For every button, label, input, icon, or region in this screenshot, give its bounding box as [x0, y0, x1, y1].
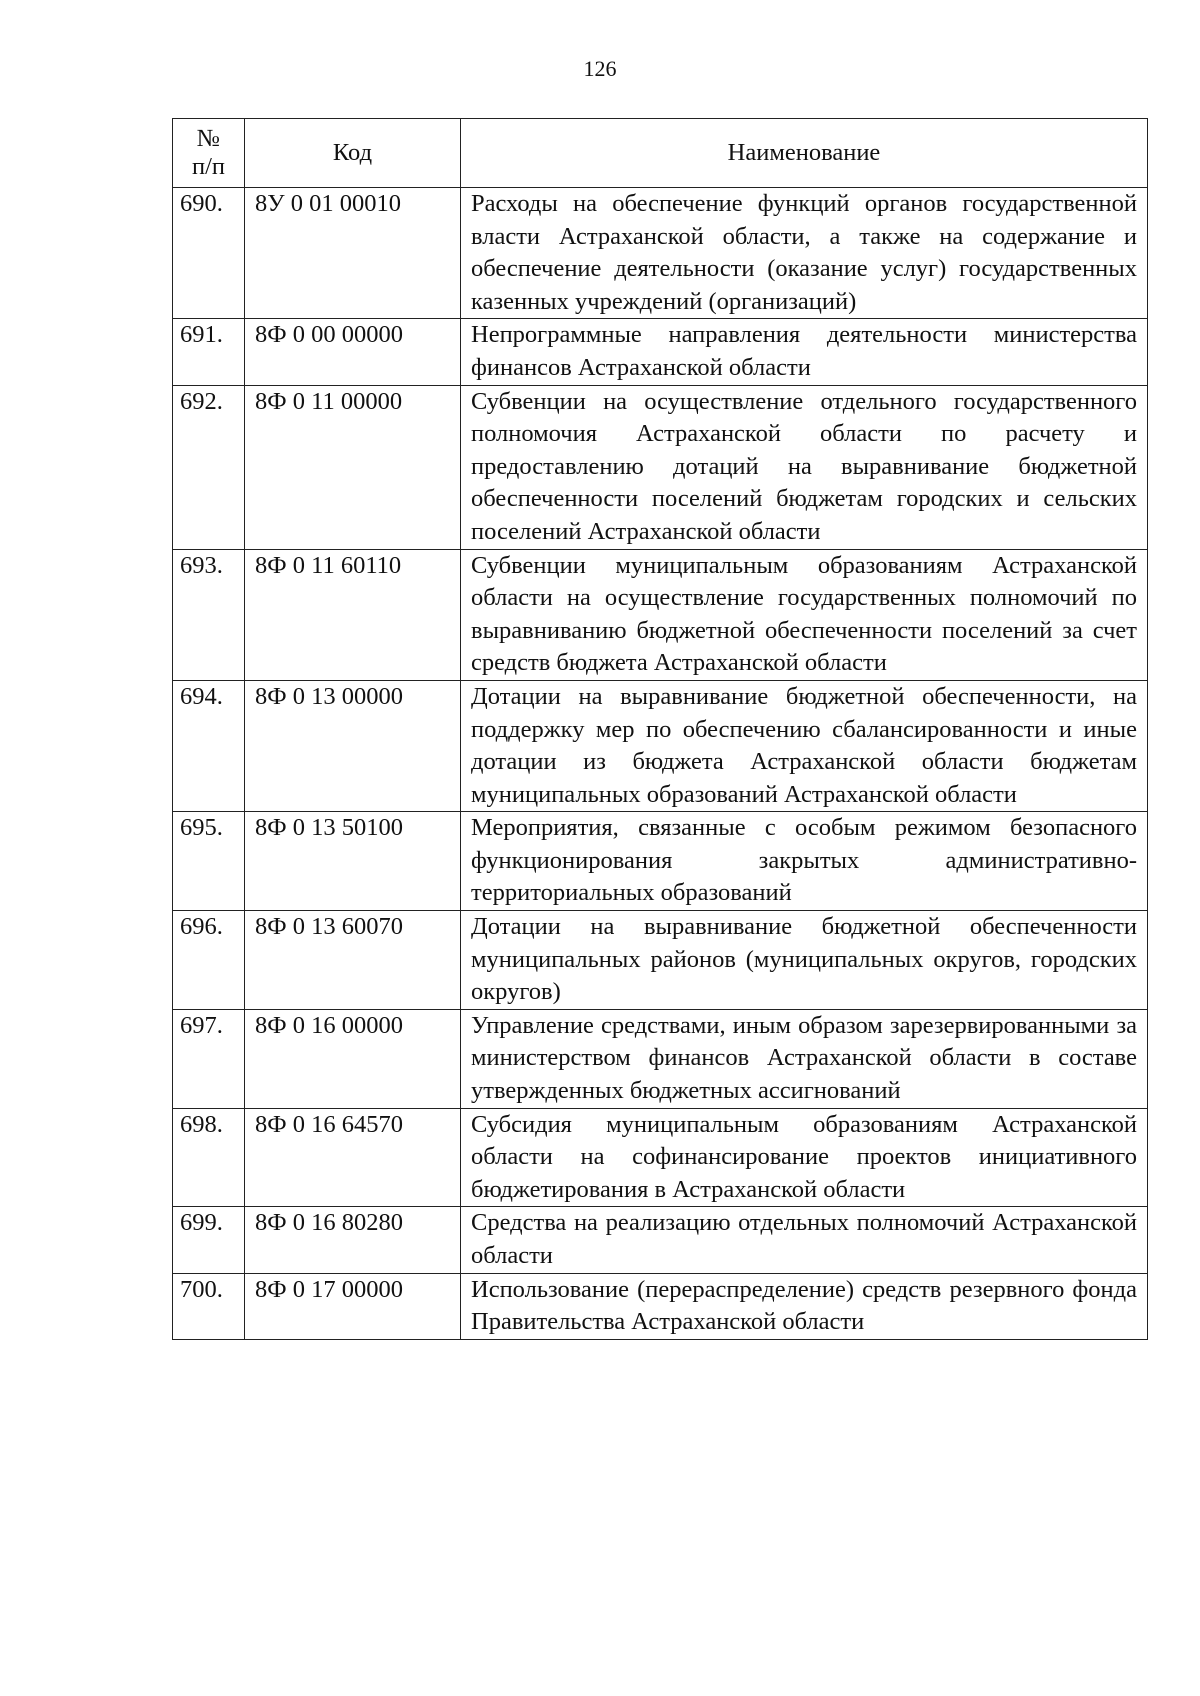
row-code: 8Ф 0 16 00000: [245, 1009, 461, 1108]
table-row: [173, 911, 1148, 1010]
table-row: [173, 319, 1148, 385]
row-name: Дотации на выравнивание бюджетной обеспеченности муниципальных районов (муниципальных округов, городских округов): [461, 911, 1148, 1010]
table-row: [173, 549, 1148, 680]
header-number: [173, 119, 245, 188]
table-header: [173, 119, 1148, 188]
row-name: Дотации на выравнивание бюджетной обеспеченности, на поддержку мер по обеспечению сбалансированности и иные дотации из бюджета Астраханской области бюджетам муниципальных образований Астраханской области: [461, 680, 1148, 811]
row-number: 692.: [173, 385, 245, 549]
table-row: [173, 1108, 1148, 1207]
table-row: [173, 385, 1148, 549]
row-number: 694.: [173, 680, 245, 811]
row-name: Средства на реализацию отдельных полномочий Астраханской области: [461, 1207, 1148, 1273]
header-number-abbrev: п/п: [191, 153, 226, 180]
table-row: [173, 188, 1148, 319]
budget-codes-table: [172, 118, 1148, 1340]
row-name: Мероприятия, связанные с особым режимом безопасного функционирования закрытых административно-территориальных образований: [461, 812, 1148, 911]
row-name: Субвенции муниципальным образованиям Астраханской области на осуществление государственных полномочий по выравниванию бюджетной обеспеченности поселений за счет средств бюджета Астраханской области: [461, 549, 1148, 680]
row-name: Управление средствами, иным образом зарезервированными за министерством финансов Астраханской области в составе утвержденных бюджетных ассигнований: [461, 1009, 1148, 1108]
header-name: Наименование: [461, 119, 1148, 188]
table-row: [173, 1273, 1148, 1339]
row-code: 8Ф 0 11 60110: [245, 549, 461, 680]
row-number: 700.: [173, 1273, 245, 1339]
row-number: 698.: [173, 1108, 245, 1207]
table-row: [173, 812, 1148, 911]
row-number: 691.: [173, 319, 245, 385]
header-code: Код: [245, 119, 461, 188]
row-code: 8Ф 0 11 00000: [245, 385, 461, 549]
header-number-sign: №: [196, 125, 221, 152]
row-number: 699.: [173, 1207, 245, 1273]
table-body: [173, 188, 1148, 1340]
row-number: 695.: [173, 812, 245, 911]
row-number: 690.: [173, 188, 245, 319]
row-code: 8Ф 0 13 50100: [245, 812, 461, 911]
row-number: 696.: [173, 911, 245, 1010]
row-code: 8Ф 0 17 00000: [245, 1273, 461, 1339]
row-code: 8Ф 0 13 60070: [245, 911, 461, 1010]
row-code: 8Ф 0 16 64570: [245, 1108, 461, 1207]
table-row: [173, 1207, 1148, 1273]
row-name: Использование (перераспределение) средств резервного фонда Правительства Астраханской области: [461, 1273, 1148, 1339]
row-code: 8Ф 0 16 80280: [245, 1207, 461, 1273]
page-number: 126: [583, 56, 617, 81]
row-name: Расходы на обеспечение функций органов государственной власти Астраханской области, а также на содержание и обеспечение деятельности (оказание услуг) государственных казенных учреждений (организаций): [461, 188, 1148, 319]
table-row: [173, 680, 1148, 811]
row-name: Субсидия муниципальным образованиям Астраханской области на софинансирование проектов инициативного бюджетирования в Астраханской области: [461, 1108, 1148, 1207]
header-row: [173, 119, 1148, 188]
row-name: Субвенции на осуществление отдельного государственного полномочия Астраханской области по расчету и предоставлению дотаций на выравнивание бюджетной обеспеченности поселений бюджетам городских и сельских поселений Астраханской области: [461, 385, 1148, 549]
row-code: 8Ф 0 13 00000: [245, 680, 461, 811]
row-number: 697.: [173, 1009, 245, 1108]
row-code: 8Ф 0 00 00000: [245, 319, 461, 385]
row-number: 693.: [173, 549, 245, 680]
row-code: 8У 0 01 00010: [245, 188, 461, 319]
table-row: [173, 1009, 1148, 1108]
row-name: Непрограммные направления деятельности министерства финансов Астраханской области: [461, 319, 1148, 385]
